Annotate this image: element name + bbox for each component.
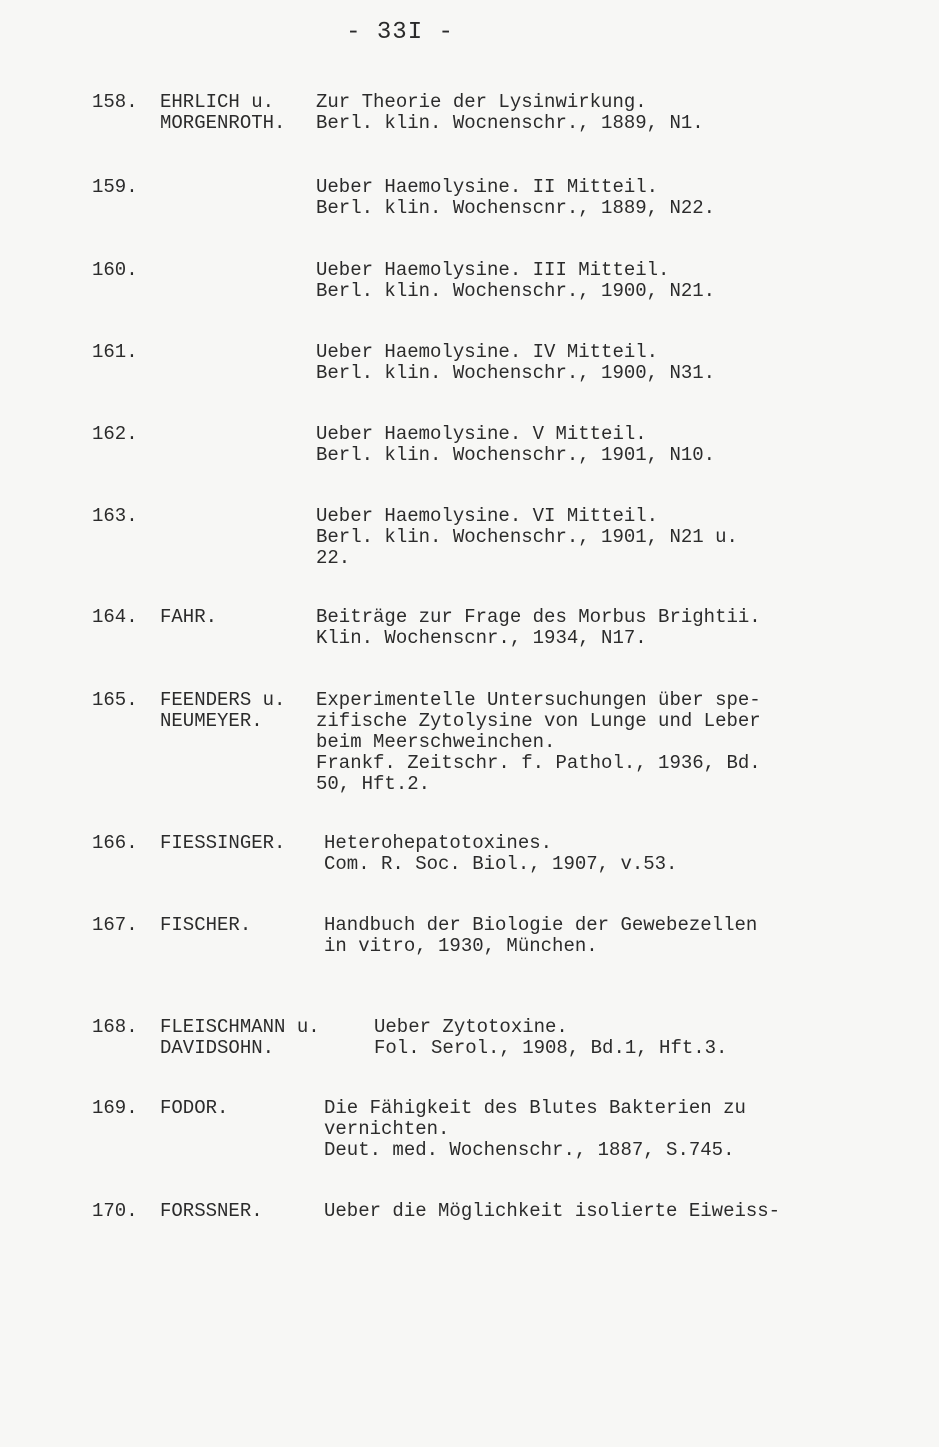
entry-citation [316, 92, 704, 134]
citation-line: Berl. klin. Wochenschr., 1901, N21 u. [316, 526, 738, 548]
citation-line: Ueber Haemolysine. II Mitteil. [316, 176, 659, 198]
entry-author: FAHR. [160, 606, 218, 628]
entry-citation [324, 833, 677, 875]
entry-author: FLEISCHMANN u. [160, 1016, 320, 1038]
entry-citation [316, 177, 715, 219]
entry-number: 159. [92, 176, 138, 198]
citation-line: Ueber die Möglichkeit isolierte Eiweiss- [324, 1200, 781, 1222]
citation-line: Berl. klin. Wochenschr., 1901, N10. [316, 444, 716, 466]
citation-line: Berl. klin. Wochenscnr., 1889, N22. [316, 197, 716, 219]
entry-number: 167. [92, 914, 138, 936]
entry-author: FIESSINGER. [160, 832, 286, 854]
citation-line: Com. R. Soc. Biol., 1907, v.53. [324, 853, 678, 875]
citation-line: Deut. med. Wochenschr., 1887, S.745. [324, 1139, 735, 1161]
entry-number: 168. [92, 1016, 138, 1038]
entry-number: 169. [92, 1097, 138, 1119]
citation-line: Frankf. Zeitschr. f. Pathol., 1936, Bd. [316, 752, 761, 774]
citation-line: Ueber Haemolysine. VI Mitteil. [316, 505, 659, 527]
citation-line: Ueber Haemolysine. V Mitteil. [316, 423, 647, 445]
entry-number: 162. [92, 423, 138, 445]
entry-citation [324, 1201, 780, 1222]
entry-author: FORSSNER. [160, 1200, 263, 1222]
entry-number: 170. [92, 1200, 138, 1222]
entry-number: 163. [92, 505, 138, 527]
citation-line: Heterohepatotoxines. [324, 832, 553, 854]
entry-citation [316, 506, 738, 569]
citation-line: Fol. Serol., 1908, Bd.1, Hft.3. [374, 1037, 728, 1059]
entry-author: FODOR. [160, 1097, 229, 1119]
citation-line: beim Meerschweinchen. [316, 731, 556, 753]
entry-citation [316, 607, 761, 649]
entry-author: FEENDERS u. [160, 689, 286, 711]
citation-line: zifische Zytolysine von Lunge und Leber [316, 710, 761, 732]
citation-line: Klin. Wochenscnr., 1934, N17. [316, 627, 647, 649]
entry-number: 160. [92, 259, 138, 281]
citation-line: Die Fähigkeit des Blutes Bakterien zu [324, 1097, 746, 1119]
citation-line: vernichten. [324, 1118, 450, 1140]
citation-line: Zur Theorie der Lysinwirkung. [316, 91, 647, 113]
entry-author: NEUMEYER. [160, 710, 263, 732]
entry-citation [324, 1098, 746, 1161]
citation-line: Ueber Zytotoxine. [374, 1016, 568, 1038]
citation-line: Handbuch der Biologie der Gewebezellen [324, 914, 758, 936]
citation-line: Experimentelle Untersuchungen über spe- [316, 689, 761, 711]
entry-number: 158. [92, 91, 138, 113]
entry-number: 166. [92, 832, 138, 854]
citation-line: Beiträge zur Frage des Morbus Brightii. [316, 606, 761, 628]
entry-author: DAVIDSOHN. [160, 1037, 275, 1059]
citation-line: Berl. klin. Wochenschr., 1900, N31. [316, 362, 716, 384]
entry-citation [316, 342, 715, 384]
citation-line: Berl. klin. Wocnenschr., 1889, N1. [316, 112, 704, 134]
entry-citation [316, 424, 715, 466]
entry-number: 161. [92, 341, 138, 363]
citation-line: Ueber Haemolysine. III Mitteil. [316, 259, 670, 281]
entry-citation [316, 260, 715, 302]
citation-line: 50, Hft.2. [316, 773, 431, 795]
page-number: - 33I - [346, 19, 454, 46]
entry-citation [316, 690, 761, 795]
citation-line: Berl. klin. Wochenschr., 1900, N21. [316, 280, 716, 302]
entry-author: FISCHER. [160, 914, 252, 936]
citation-line: in vitro, 1930, München. [324, 935, 598, 957]
entry-number: 164. [92, 606, 138, 628]
entry-author: MORGENROTH. [160, 112, 286, 134]
entry-number: 165. [92, 689, 138, 711]
citation-line: 22. [316, 547, 351, 569]
entry-citation [324, 915, 757, 957]
entry-author: EHRLICH u. [160, 91, 275, 113]
citation-line: Ueber Haemolysine. IV Mitteil. [316, 341, 659, 363]
entry-citation [374, 1017, 727, 1059]
